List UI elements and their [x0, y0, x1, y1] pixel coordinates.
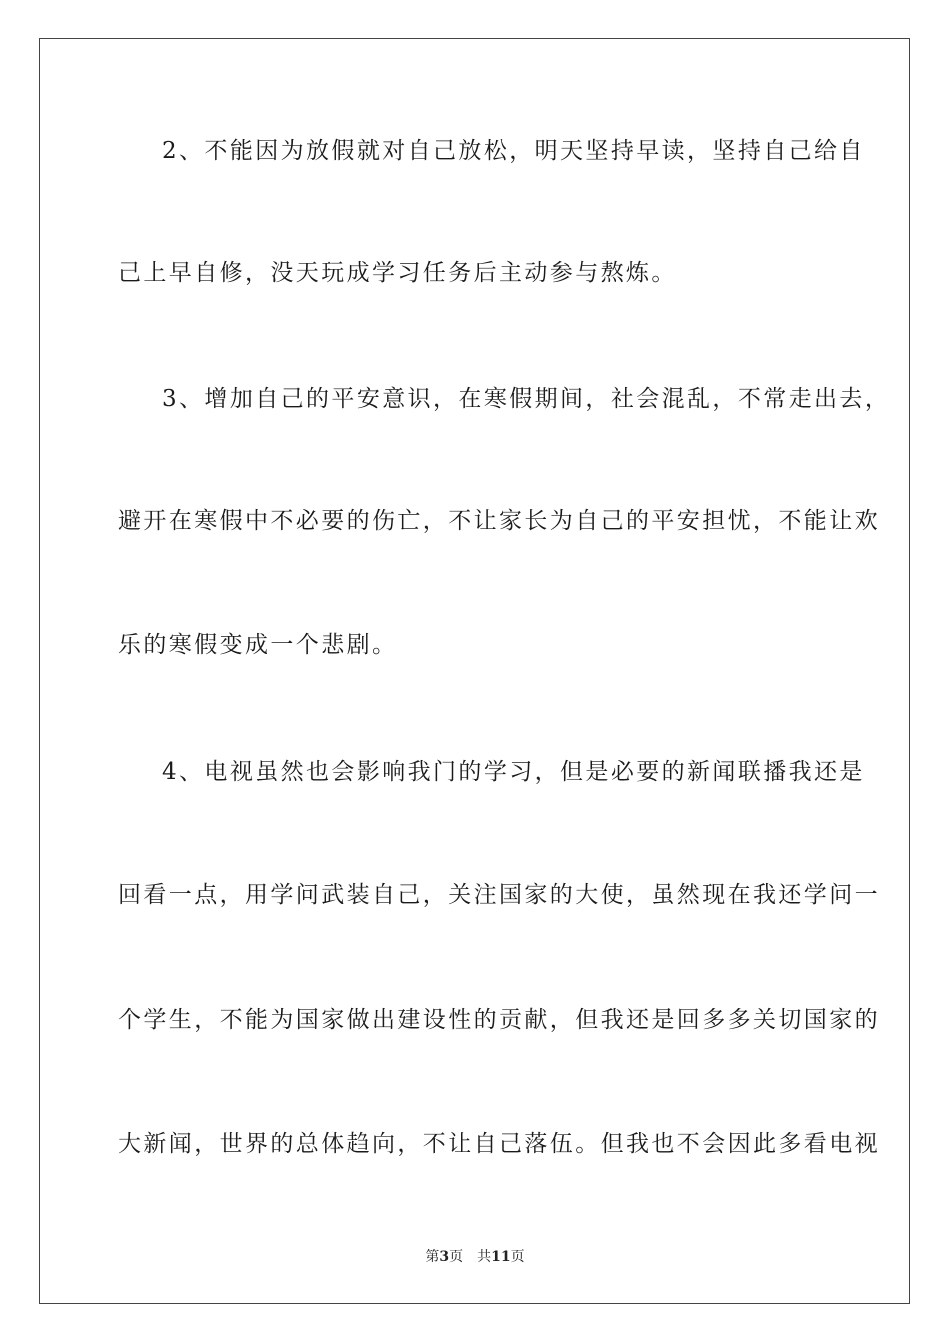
page-prefix: 第: [425, 1249, 440, 1265]
paragraph-4-line-1: 4、电视虽然也会影响我门的学习，但是必要的新闻联播我还是: [162, 759, 865, 785]
page-border: [39, 38, 910, 1304]
page-number: 3: [439, 1249, 450, 1265]
page-footer: [0, 1248, 950, 1266]
paragraph-3-line-3: 乐的寒假变成一个悲剧。: [118, 632, 398, 658]
total-pages: 11: [491, 1249, 511, 1265]
total-suffix: 页: [510, 1249, 525, 1265]
paragraph-3-line-1: 3、增加自己的平安意识，在寒假期间，社会混乱，不常走出去，: [162, 386, 891, 412]
paragraph-3-line-2: 避开在寒假中不必要的伤亡，不让家长为自己的平安担忧，不能让欢: [118, 508, 880, 534]
total-prefix: 共: [477, 1249, 492, 1265]
paragraph-4-line-3: 个学生，不能为国家做出建设性的贡献，但我还是回多多关切国家的: [118, 1007, 880, 1033]
paragraph-4-line-4: 大新闻，世界的总体趋向，不让自己落伍。但我也不会因此多看电视: [118, 1131, 880, 1157]
paragraph-4-line-2: 回看一点，用学问武装自己，关注国家的大使，虽然现在我还学问一: [118, 882, 880, 908]
paragraph-2-line-2: 己上早自修，没天玩成学习任务后主动参与熬炼。: [118, 260, 677, 286]
paragraph-2-line-1: 2、不能因为放假就对自己放松，明天坚持早读，坚持自己给自: [162, 138, 865, 164]
page-suffix: 页: [449, 1249, 464, 1265]
